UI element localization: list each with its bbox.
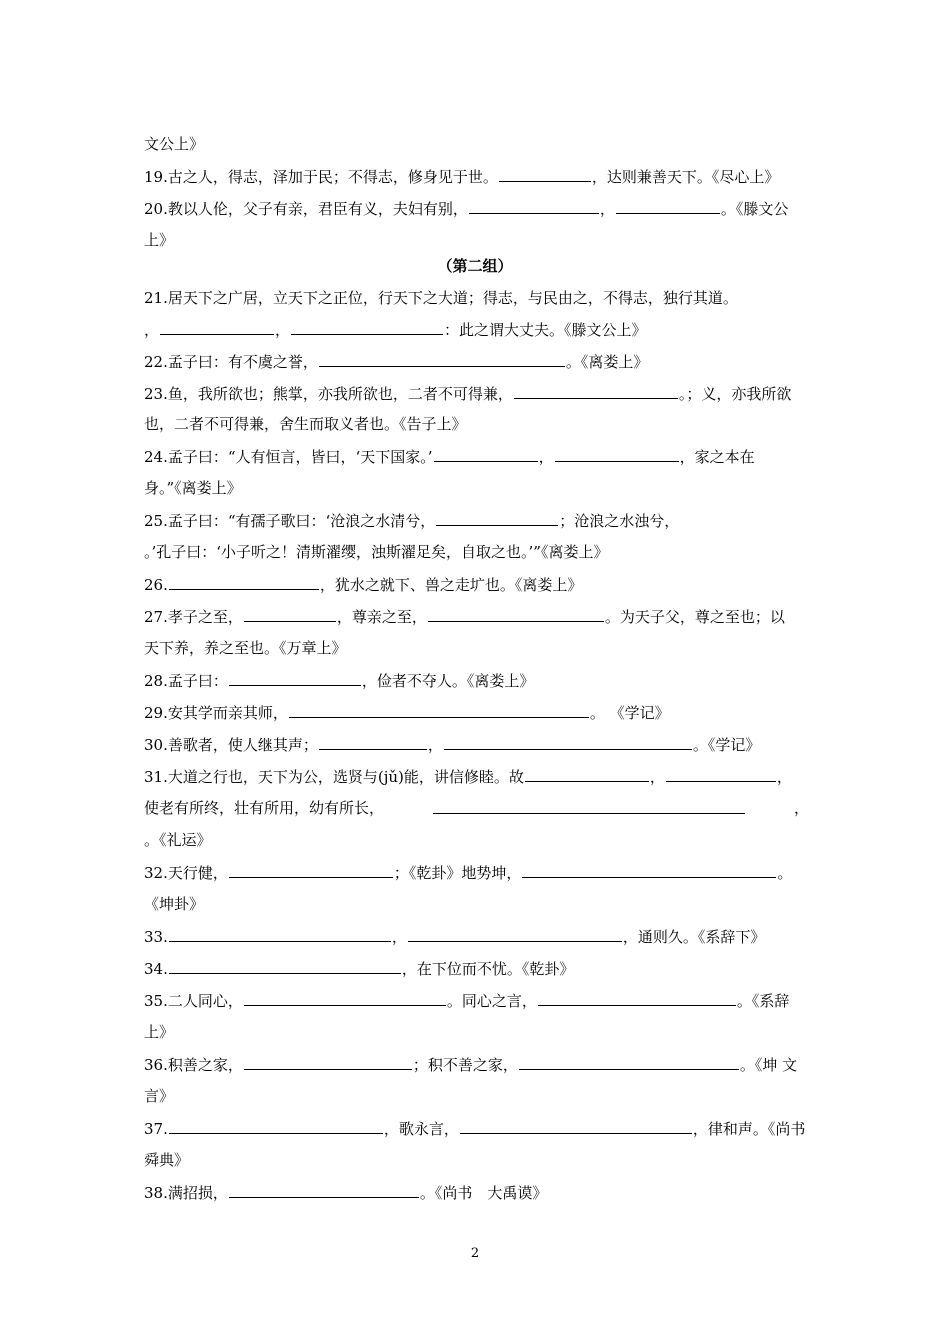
text: ， <box>391 928 407 946</box>
text-line <box>144 229 809 251</box>
text: 28.孟子曰： <box>144 672 228 690</box>
text: ， <box>427 736 443 754</box>
question-31 <box>144 765 809 788</box>
answer-blank[interactable] <box>229 861 393 878</box>
text: 。 <box>777 864 793 882</box>
text: 。《滕文公 <box>720 200 789 218</box>
text: ，家之本在 <box>679 448 755 466</box>
text: 31.大道之行也，天下为公，选贤与(jǔ)能，讲信修睦。故 <box>144 768 524 786</box>
text: 。《尚书 大禹谟》 <box>419 1184 548 1202</box>
text: 22.孟子曰：有不虞之誉， <box>144 353 318 371</box>
section-heading: （第二组） <box>437 257 513 275</box>
question-23-cont <box>144 413 809 435</box>
text: ， <box>275 321 291 339</box>
text: 。《坤 文 <box>739 1056 798 1074</box>
answer-blank[interactable] <box>229 1181 419 1198</box>
text: 33. <box>144 928 168 946</box>
answer-blank[interactable] <box>244 1053 412 1070</box>
question-37 <box>144 1117 809 1140</box>
answer-blank[interactable] <box>169 573 319 590</box>
question-29 <box>144 701 809 724</box>
answer-blank[interactable] <box>433 797 745 814</box>
answer-blank[interactable] <box>519 1053 739 1070</box>
text: 29.安其学而亲其师， <box>144 704 288 722</box>
text: ， <box>538 448 554 466</box>
text: 《坤卦》 <box>144 895 205 913</box>
question-36 <box>144 1053 809 1076</box>
text: ，犹水之就下、兽之走圹也。《离娄上》 <box>319 576 583 594</box>
question-25-cont <box>144 541 809 563</box>
question-21 <box>144 287 809 309</box>
text: ，在下位而不忧。《乾卦》 <box>401 960 575 978</box>
answer-blank[interactable] <box>291 318 443 335</box>
question-31-end <box>144 829 809 851</box>
text: 。’孔子曰：‘小子听之！清斯濯缨，浊斯濯足矣，自取之也。’”《离娄上》 <box>144 543 609 561</box>
text: 身。”《离娄上》 <box>144 479 242 497</box>
text: 24.孟子曰：“人有恒言，皆曰，‘天下国家。’ <box>144 448 433 466</box>
text: 35.二人同心， <box>144 992 243 1010</box>
page-number: 2 <box>470 1246 480 1261</box>
text: 30.善歌者，使人继其声； <box>144 736 318 754</box>
text: 32.天行健， <box>144 864 228 882</box>
text: 。《礼运》 <box>144 831 212 849</box>
text: ，达则兼善天下。《尽心上》 <box>591 168 780 186</box>
answer-blank[interactable] <box>289 701 589 718</box>
answer-blank[interactable] <box>244 989 446 1006</box>
text: 25.孟子曰：“有孺子歌曰：‘沧浪之水清兮， <box>144 512 436 530</box>
question-26 <box>144 573 809 596</box>
question-25 <box>144 509 809 532</box>
question-31-cont <box>144 797 809 819</box>
text: 34. <box>144 960 168 978</box>
text: 。；义，亦我所欲 <box>678 385 792 403</box>
question-21-cont <box>144 318 809 341</box>
answer-blank[interactable] <box>160 318 274 335</box>
text: ，俭者不夺人。《离娄上》 <box>361 672 535 690</box>
text: ，通则久。《系辞下》 <box>622 928 766 946</box>
text: 。《系辞 <box>736 992 790 1010</box>
question-20 <box>144 197 809 220</box>
answer-blank[interactable] <box>522 861 776 878</box>
question-22 <box>144 350 809 373</box>
text: 。《学记》 <box>692 736 761 754</box>
text: 38.满招损， <box>144 1184 228 1202</box>
question-35-cont <box>144 1021 809 1043</box>
answer-blank[interactable] <box>460 1117 692 1134</box>
answer-blank[interactable] <box>469 197 599 214</box>
question-27 <box>144 605 809 628</box>
answer-blank[interactable] <box>444 733 692 750</box>
text: 。 《学记》 <box>589 704 670 722</box>
text: ， <box>649 768 665 786</box>
answer-blank[interactable] <box>666 765 776 782</box>
text: 27.孝子之至， <box>144 608 243 626</box>
text: 天下养，养之至也。《万章上》 <box>144 639 347 657</box>
question-23 <box>144 382 809 405</box>
text: 舜典》 <box>144 1151 190 1169</box>
text: ；积不善之家， <box>412 1056 518 1074</box>
question-32 <box>144 861 809 884</box>
answer-blank[interactable] <box>169 957 401 974</box>
answer-blank[interactable] <box>434 445 538 462</box>
answer-blank[interactable] <box>169 925 391 942</box>
text: 26. <box>144 576 168 594</box>
text: 36.积善之家， <box>144 1056 243 1074</box>
question-36-cont <box>144 1085 809 1107</box>
text: ；《乾卦》地势坤， <box>393 864 522 882</box>
text: ， <box>793 799 809 817</box>
text: ，歌永言， <box>383 1120 459 1138</box>
answer-blank[interactable] <box>319 733 427 750</box>
question-24-cont <box>144 477 809 499</box>
answer-blank[interactable] <box>244 605 336 622</box>
answer-blank[interactable] <box>408 925 622 942</box>
text: 上》 <box>144 231 175 249</box>
answer-blank[interactable] <box>436 509 558 526</box>
question-27-cont <box>144 637 809 659</box>
text: ：此之谓大丈夫。《滕文公上》 <box>444 321 647 339</box>
question-24 <box>144 445 809 468</box>
text: 23.鱼，我所欲也；熊掌，亦我所欲也，二者不可得兼， <box>144 385 513 403</box>
answer-blank[interactable] <box>499 165 591 182</box>
text: 19.古之人，得志，泽加于民；不得志，修身见于世。 <box>144 168 498 186</box>
answer-blank[interactable] <box>428 605 604 622</box>
text: 20.教以人伦，父子有亲，君臣有义，夫妇有别， <box>144 200 468 218</box>
question-30 <box>144 733 809 756</box>
answer-blank[interactable] <box>538 989 736 1006</box>
answer-blank[interactable] <box>616 197 720 214</box>
text: ，尊亲之至， <box>336 608 427 626</box>
text: ；沧浪之水浊兮， <box>559 512 680 530</box>
answer-blank[interactable] <box>555 445 679 462</box>
text-line <box>144 133 809 155</box>
answer-blank[interactable] <box>319 350 565 367</box>
text: 也，二者不可得兼，舍生而取义者也。《告子上》 <box>144 415 467 433</box>
question-37-cont <box>144 1149 809 1171</box>
answer-blank[interactable] <box>169 1117 383 1134</box>
answer-blank[interactable] <box>229 669 361 686</box>
text: ，律和声。《尚书 <box>692 1120 806 1138</box>
text: 21.居天下之广居，立天下之正位，行天下之大道；得志，与民由之，不得志，独行其道。 <box>144 289 738 307</box>
question-32-cont <box>144 893 809 915</box>
question-33 <box>144 925 809 948</box>
question-35 <box>144 989 809 1012</box>
text: 。《离娄上》 <box>565 353 649 371</box>
text: ， <box>776 768 792 786</box>
text: ， <box>599 200 615 218</box>
text: 言》 <box>144 1087 175 1105</box>
text: 文公上》 <box>144 135 205 153</box>
question-38 <box>144 1181 809 1204</box>
text: 上》 <box>144 1023 175 1041</box>
answer-blank[interactable] <box>514 382 678 399</box>
question-28 <box>144 669 809 692</box>
text: 。同心之言， <box>446 992 537 1010</box>
text: 使老有所终，壮有所用，幼有所长， <box>144 799 385 817</box>
question-19 <box>144 165 809 188</box>
text: 37. <box>144 1120 168 1138</box>
text: ， <box>144 321 160 339</box>
text: 。为天子父，尊之至也；以 <box>604 608 785 626</box>
answer-blank[interactable] <box>525 765 649 782</box>
question-34 <box>144 957 809 980</box>
